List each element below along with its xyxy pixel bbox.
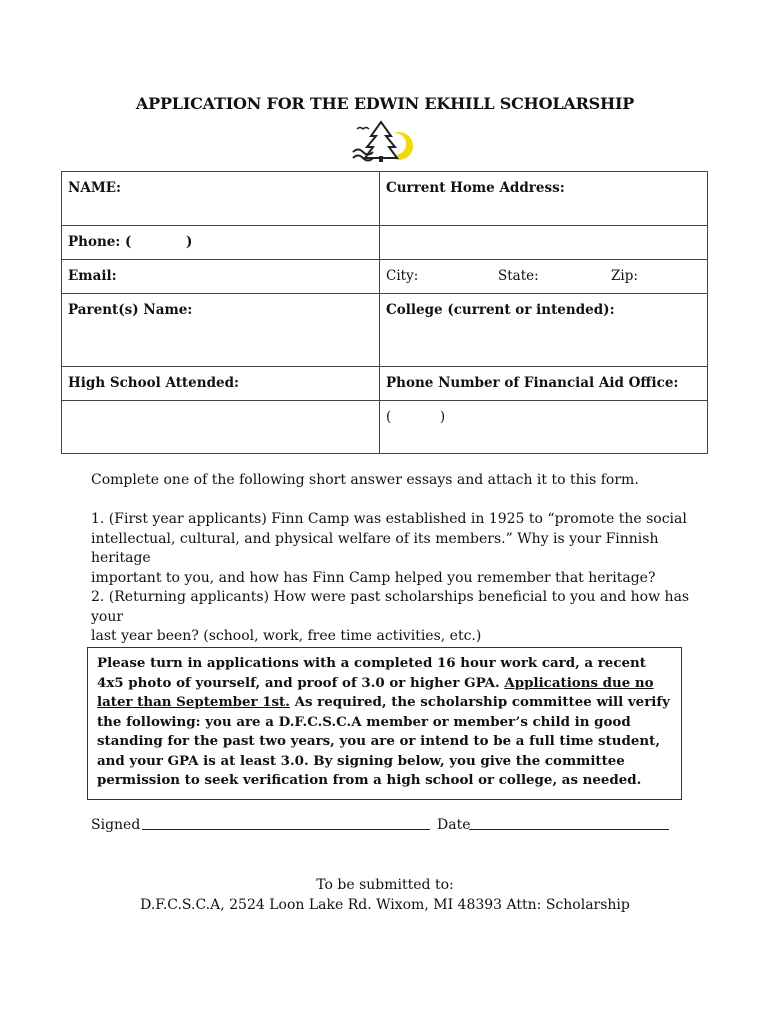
deadline-text: Applications due no later than September 1st.	[97, 674, 654, 710]
fin-aid-header	[380, 367, 708, 401]
name-label: NAME:	[68, 180, 122, 196]
date-line[interactable]	[469, 829, 669, 830]
high-school-field[interactable]	[62, 401, 380, 454]
phone-close-paren: )	[186, 234, 193, 250]
signed-label: Signed	[91, 817, 141, 833]
notice-text-1: Please turn in applications with a completed 16 hour work card, a recent 4x5 photo of yourself, and proof of 3.0 or higher GPA.	[97, 655, 646, 691]
q1-line: important to you, and how has Finn Camp helped you remember that heritage?	[91, 569, 656, 586]
fin-aid-open-paren: (	[386, 409, 392, 425]
high-school-header	[62, 367, 380, 401]
phone-label: Phone: (	[68, 234, 132, 250]
address-field[interactable]	[380, 172, 708, 226]
requirements-notice	[87, 647, 682, 800]
fin-aid-close-paren: )	[439, 409, 446, 425]
q1-line: 1. (First year applicants) Finn Camp was established in 1925 to “promote the social	[91, 511, 687, 527]
email-field[interactable]	[62, 260, 380, 294]
q2-line: 2. (Returning applicants) How were past scholarships beneficial to you and how has your	[91, 589, 690, 625]
signature-line[interactable]	[142, 829, 430, 830]
date-label: Date	[437, 817, 471, 833]
submission-heading: To be submitted to:	[316, 877, 454, 893]
q2-line: last year been? (school, work, free time activities, etc.)	[91, 628, 482, 644]
submission-address: D.F.C.S.C.A, 2524 Loon Lake Rd. Wixom, MI 48393 Attn: Scholarship	[140, 897, 630, 913]
email-label: Email:	[68, 268, 117, 284]
city-state-zip-field[interactable]	[380, 260, 708, 294]
page-title: APPLICATION FOR THE EDWIN EKHILL SCHOLARSHIP	[135, 94, 635, 113]
city-label: City:	[386, 268, 419, 284]
essay-question-1	[91, 510, 691, 588]
application-form-table	[61, 171, 708, 454]
college-field[interactable]	[380, 294, 708, 367]
parents-name-field[interactable]	[62, 294, 380, 367]
address-label: Current Home Address:	[386, 180, 565, 196]
zip-label: Zip:	[611, 268, 638, 284]
fin-aid-phone-field[interactable]	[380, 401, 708, 454]
state-label: State:	[498, 268, 539, 284]
q1-line: intellectual, cultural, and physical welfare of its members.” Why is your Finnish heritage	[91, 530, 659, 566]
college-label: College (current or intended):	[386, 302, 615, 318]
phone-field[interactable]	[62, 226, 380, 260]
address-line-field[interactable]	[380, 226, 708, 260]
high-school-label: High School Attended:	[68, 375, 240, 391]
parents-label: Parent(s) Name:	[68, 302, 193, 318]
submission-info	[0, 875, 770, 915]
essay-question-2	[91, 588, 691, 647]
tree-sun-logo-icon	[351, 120, 417, 164]
essay-intro: Complete one of the following short answer essays and attach it to this form.	[91, 472, 639, 488]
fin-aid-label: Phone Number of Financial Aid Office:	[386, 375, 679, 391]
name-field[interactable]	[62, 172, 380, 226]
notice-text-2: As required, the scholarship committee will verify the following: you are a D.F.C.S.C.A member or member’s child in good standing for the past two years, you are or intend to be a full time student, and your GPA is at least 3.0. By signing below, you give the committee permission to seek verification from a high school or college, as needed.	[97, 694, 670, 788]
